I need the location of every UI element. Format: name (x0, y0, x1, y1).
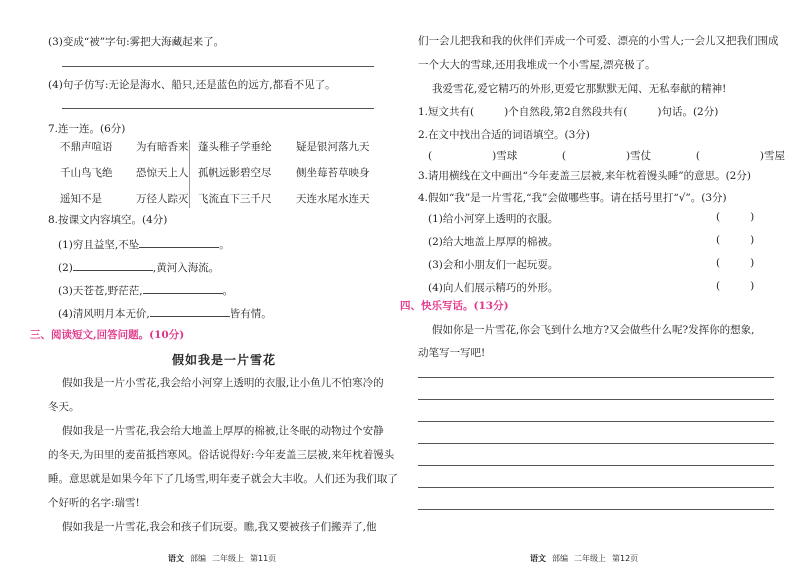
passage-line: 假如我是一片小雪花,我会给小河穿上透明的衣服,让小鱼儿不怕寒冷的 (62, 377, 384, 389)
passage-line: 一个大大的雪球,还用我堆成一个小雪屋,漂亮极了。 (418, 59, 656, 71)
match-item[interactable]: 万径人踪灭 (136, 193, 189, 205)
paren-close: ) (750, 257, 755, 269)
fill-text: 。 (222, 285, 234, 297)
question-8-3 (58, 283, 233, 298)
question-8-1 (58, 237, 230, 252)
footer-edition: 部编 (190, 554, 206, 563)
passage-line: 冬天。 (48, 401, 80, 413)
divider (189, 140, 190, 208)
passage-line: 睡。意思就是如果今年下了几场雪,明年麦子就会大丰收。人们还为我们取了 (48, 473, 398, 485)
passage-line: 个好听的名字:瑞雪! (48, 497, 140, 509)
passage-line: 我爱雪花,爱它精巧的外形,更爱它那默默无闻、无私奉献的精神! (432, 83, 727, 95)
option-3: (3)会和小朋友们一起玩耍。 (428, 259, 559, 271)
check-box[interactable] (716, 234, 754, 246)
footer-subject: 语文 (530, 554, 546, 563)
right-page (400, 0, 800, 576)
option-4: (4)向人们展示精巧的外形。 (428, 282, 559, 294)
paren-close: ) (750, 234, 755, 246)
item-word: )雪仗 (626, 150, 652, 162)
footer-page: 第11页 (250, 554, 277, 563)
match-item[interactable]: 飞流直下三千尺 (198, 193, 272, 205)
option-1: (1)给小河穿上透明的衣服。 (428, 213, 559, 225)
fill-text: (4)清风明月本无价, (58, 308, 150, 320)
match-column-3 (198, 134, 272, 212)
fill-text: (1)穷且益坚,不坠 (58, 239, 140, 251)
paren-close: ) (750, 211, 755, 223)
paren-open: ( (716, 257, 721, 269)
writing-line[interactable] (418, 377, 774, 378)
writing-prompt-line: 动笔写一写吧! (418, 347, 486, 359)
writing-line[interactable] (418, 509, 774, 510)
match-item[interactable]: 疑是银河落九天 (296, 141, 370, 153)
match-item[interactable]: 不鼎声喧语 (60, 141, 113, 153)
fill-blank[interactable] (73, 260, 153, 271)
question-8-2 (58, 260, 219, 275)
match-item[interactable]: 蓬头稚子学垂纶 (198, 141, 272, 153)
question-1 (418, 104, 718, 119)
section-4-heading: 四、快乐写话。(13分) (400, 300, 509, 312)
question-2: 2.在文中找出合适的词语填空。(3分) (418, 129, 590, 141)
question-3: 3.请用横线在文中画出“今年麦盖三层被,来年枕着馒头睡”的意思。(2分) (418, 170, 751, 182)
fill-text: (3)天苍苍,野茫茫, (58, 285, 143, 297)
question-8-4 (58, 306, 272, 321)
writing-line[interactable] (418, 487, 774, 488)
paren-open: ( (428, 150, 433, 162)
check-box[interactable] (716, 280, 754, 292)
page-footer (168, 553, 276, 564)
footer-grade: 二年级上 (574, 554, 606, 563)
writing-prompt-line: 假如你是一片雪花,你会飞到什么地方?又会做些什么呢?发挥你的想象, (432, 324, 755, 336)
answer-line[interactable] (62, 108, 374, 109)
passage-line: 的冬天,为田里的麦苗抵挡寒风。俗话说得好:今年麦盖三层被,来年枕着馒头 (48, 449, 395, 461)
fill-text: ,黄河入海流。 (152, 262, 220, 274)
question-4: 4.假如“我”是一片雪花,“我”会做哪些事。请在括号里打“√”。(3分) (418, 192, 727, 204)
fill-text: 皆有情。 (229, 308, 272, 320)
match-column-2 (136, 134, 189, 212)
match-item[interactable]: 遥知不是 (60, 193, 102, 205)
fill-blank[interactable] (139, 237, 219, 248)
paren-close: ) (750, 280, 755, 292)
footer-edition: 部编 (552, 554, 568, 563)
question-8: 8.按课文内容填空。(4分) (48, 214, 168, 226)
question-6-4: (4)句子仿写:无论是海水、船只,还是蓝色的远方,都看不见了。 (48, 79, 336, 91)
section-3-heading: 三、阅读短文,回答问题。(10分) (30, 329, 185, 341)
q-text: )句话。(2分) (657, 106, 719, 118)
fill-text: 。 (219, 239, 230, 251)
passage-line: 假如我是一片雪花,我会给大地盖上厚厚的棉被,让冬眠的动物过个安静 (62, 425, 384, 437)
paren-open: ( (716, 211, 721, 223)
paren-open: ( (716, 234, 721, 246)
page-footer (530, 553, 638, 564)
fill-text: (2) (58, 262, 73, 274)
item-word: )雪屋 (759, 150, 786, 162)
paren-open: ( (716, 280, 721, 292)
passage-line: 假如我是一片雪花,我会和孩子们玩耍。瞧,我又要被孩子们搬弄了,他 (62, 521, 377, 533)
match-column-1 (60, 134, 113, 212)
passage-title: 假如我是一片雪花 (172, 353, 277, 367)
match-column-4 (296, 134, 370, 212)
writing-line[interactable] (418, 465, 774, 466)
writing-line[interactable] (418, 399, 774, 400)
footer-grade: 二年级上 (212, 554, 244, 563)
fill-blank[interactable] (143, 283, 223, 294)
item-word: )雪球 (492, 150, 518, 162)
q-text: )个自然段,第2自然段共有( (504, 106, 628, 118)
paren-open: ( (561, 150, 567, 162)
footer-subject: 语文 (168, 554, 184, 563)
fill-blank[interactable] (150, 306, 230, 317)
answer-line[interactable] (62, 66, 374, 67)
match-item[interactable]: 千山鸟飞绝 (60, 167, 113, 179)
passage-line: 们一会儿把我和我的伙伴们弄成一个可爱、漂亮的小雪人;一会儿又把我们围成 (418, 35, 779, 47)
match-item[interactable]: 恐惊天上人 (136, 167, 189, 179)
match-item[interactable]: 孤帆远影碧空尽 (198, 167, 272, 179)
match-item[interactable]: 天连水尾水连天 (296, 193, 370, 205)
option-2: (2)给大地盖上厚厚的棉被。 (428, 236, 559, 248)
check-box[interactable] (716, 211, 754, 223)
writing-line[interactable] (418, 421, 774, 422)
q-text: 1.短文共有( (418, 106, 475, 118)
question-2-items (428, 148, 785, 163)
question-7: 7.连一连。(6分) (48, 123, 126, 135)
question-6-3: (3)变成“被”字句:雾把大海藏起来了。 (48, 36, 225, 48)
match-item[interactable]: 侧坐莓苔草映身 (296, 167, 370, 179)
footer-page: 第12页 (612, 554, 639, 563)
writing-line[interactable] (418, 443, 774, 444)
paren-open: ( (695, 150, 700, 162)
check-box[interactable] (716, 257, 754, 269)
match-item[interactable]: 为有暗香来 (136, 141, 189, 153)
